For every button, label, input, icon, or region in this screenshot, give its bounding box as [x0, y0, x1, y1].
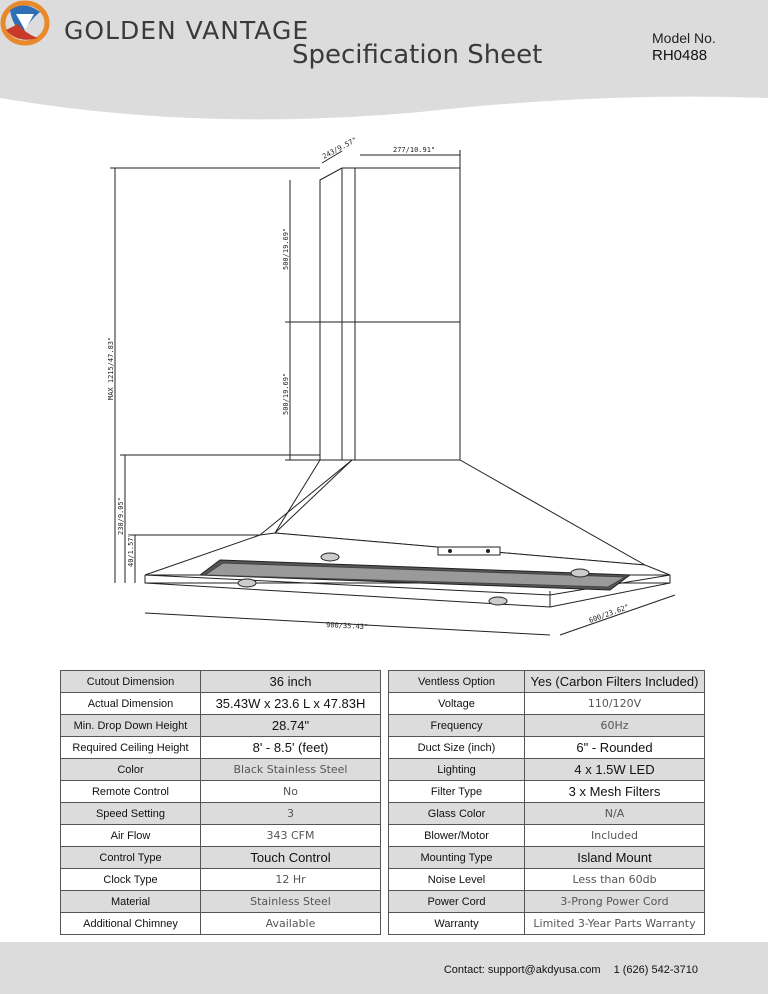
- spec-label: Ventless Option: [389, 671, 525, 693]
- dim-upper-section: 500/19.69": [282, 227, 290, 270]
- spec-row: [61, 869, 381, 891]
- spec-label: Material: [61, 891, 201, 913]
- spec-label: Clock Type: [61, 869, 201, 891]
- spec-table-left-body: [61, 671, 381, 935]
- spec-label: Frequency: [389, 715, 525, 737]
- spec-row: [61, 671, 381, 693]
- spec-row: [61, 913, 381, 935]
- page-title: Specification Sheet: [292, 40, 543, 70]
- spec-value: 8' - 8.5' (feet): [201, 737, 381, 759]
- dim-lower-section: 500/19.69": [282, 372, 290, 415]
- spec-label: Required Ceiling Height: [61, 737, 201, 759]
- spec-value: N/A: [525, 803, 705, 825]
- spec-row: [389, 715, 705, 737]
- spec-row: [389, 869, 705, 891]
- spec-label: Min. Drop Down Height: [61, 715, 201, 737]
- spec-row: [389, 781, 705, 803]
- spec-label: Speed Setting: [61, 803, 201, 825]
- spec-value: 3: [201, 803, 381, 825]
- spec-value: 3-Prong Power Cord: [525, 891, 705, 913]
- spec-value: 35.43W x 23.6 L x 47.83H: [201, 693, 381, 715]
- spec-value: 60Hz: [525, 715, 705, 737]
- spec-row: [61, 847, 381, 869]
- contact-info: [434, 964, 698, 976]
- spec-label: Glass Color: [389, 803, 525, 825]
- range-hood-diagram: [90, 135, 690, 650]
- spec-value: 110/120V: [525, 693, 705, 715]
- spec-label: Blower/Motor: [389, 825, 525, 847]
- spec-label: Voltage: [389, 693, 525, 715]
- spec-row: [61, 825, 381, 847]
- spec-value: 36 inch: [201, 671, 381, 693]
- spec-value: Stainless Steel: [201, 891, 381, 913]
- spec-value: Touch Control: [201, 847, 381, 869]
- spec-value: No: [201, 781, 381, 803]
- spec-value: Available: [201, 913, 381, 935]
- footer: [0, 942, 768, 994]
- spec-label: Remote Control: [61, 781, 201, 803]
- spec-value: Black Stainless Steel: [201, 759, 381, 781]
- spec-value: 4 x 1.5W LED: [525, 759, 705, 781]
- spec-label: Cutout Dimension: [61, 671, 201, 693]
- spec-row: [61, 693, 381, 715]
- spec-row: [389, 825, 705, 847]
- spec-value: 28.74": [201, 715, 381, 737]
- header: [0, 0, 768, 130]
- spec-row: [389, 737, 705, 759]
- dim-max-height: MAX 1215/47.83": [107, 336, 115, 400]
- spec-label: Duct Size (inch): [389, 737, 525, 759]
- spec-label: Filter Type: [389, 781, 525, 803]
- spec-table-right: [388, 670, 705, 935]
- spec-row: [61, 781, 381, 803]
- spec-value: 6" - Rounded: [525, 737, 705, 759]
- spec-label: Lighting: [389, 759, 525, 781]
- spec-row: [61, 759, 381, 781]
- contact-email: Contact: support@akdyusa.com: [443, 964, 601, 976]
- model-label: Model No.: [652, 30, 716, 46]
- dim-hood-height: 230/9.05": [117, 497, 125, 535]
- spec-value: Island Mount: [525, 847, 705, 869]
- spec-label: Control Type: [61, 847, 201, 869]
- spec-row: [389, 693, 705, 715]
- spec-label: Mounting Type: [389, 847, 525, 869]
- spec-value: 12 Hr: [201, 869, 381, 891]
- spec-row: [61, 803, 381, 825]
- spec-value: Limited 3-Year Parts Warranty: [525, 913, 705, 935]
- spec-row: [389, 671, 705, 693]
- spec-row: [61, 737, 381, 759]
- spec-label: Warranty: [389, 913, 525, 935]
- model-number: RH0488: [652, 47, 708, 64]
- spec-table-right-body: [389, 671, 705, 935]
- dim-depth: 600/23.62": [587, 602, 631, 625]
- spec-label: Air Flow: [61, 825, 201, 847]
- spec-label: Color: [61, 759, 201, 781]
- dim-chimney-depth: 243/9.57": [321, 135, 359, 161]
- spec-row: [389, 891, 705, 913]
- spec-row: [389, 913, 705, 935]
- spec-table-left: [60, 670, 381, 935]
- spec-label: Actual Dimension: [61, 693, 201, 715]
- spec-label: Power Cord: [389, 891, 525, 913]
- dim-width: 900/35.43": [325, 621, 369, 632]
- logo-icon: [0, 0, 50, 46]
- brand-name: GOLDEN VANTAGE: [64, 16, 310, 45]
- spec-label: Noise Level: [389, 869, 525, 891]
- spec-row: [389, 847, 705, 869]
- spec-value: 343 CFM: [201, 825, 381, 847]
- spec-row: [61, 715, 381, 737]
- dim-base-height: 40/1.57": [127, 533, 135, 567]
- spec-value: Included: [525, 825, 705, 847]
- spec-row: [389, 803, 705, 825]
- spec-label: Additional Chimney: [61, 913, 201, 935]
- dim-chimney-width: 277/10.91": [393, 146, 436, 154]
- spec-row: [389, 759, 705, 781]
- contact-phone: 1 (626) 542-3710: [613, 964, 698, 976]
- spec-value: 3 x Mesh Filters: [525, 781, 705, 803]
- spec-value: Yes (Carbon Filters Included): [525, 671, 705, 693]
- spec-value: Less than 60db: [525, 869, 705, 891]
- spec-row: [61, 891, 381, 913]
